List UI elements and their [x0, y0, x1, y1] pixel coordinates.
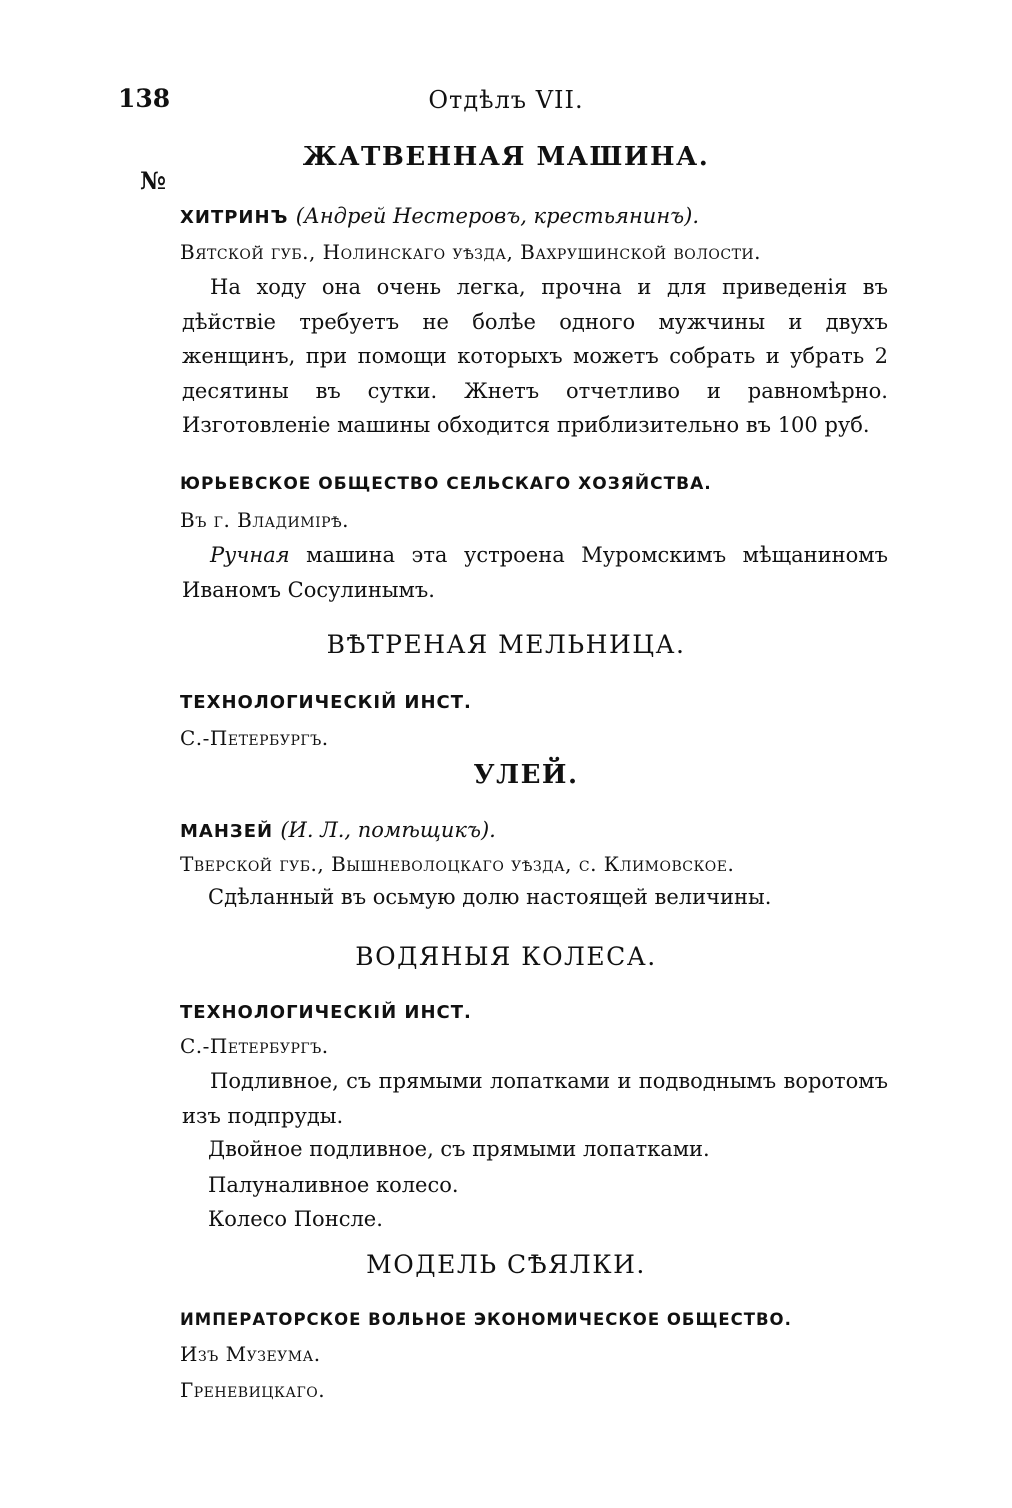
exhibitor-place: Вятской губ., Нолинскаго уѣзда, Вахрушинской волости.	[180, 240, 761, 264]
exhibitor-technological-institute: ТЕХНОЛОГИЧЕСКІЙ ИНСТ.	[180, 692, 472, 713]
description-paragraph	[182, 538, 888, 607]
exhibitor-place: Изъ Музеума.	[180, 1342, 321, 1366]
exhibitor-place: Тверской губ., Вышневолоцкаго уѣзда, с. Климовское.	[180, 852, 735, 876]
exhibitor-note: (И. Л., помѣщикъ).	[280, 818, 496, 842]
exhibitor-place: С.-Петербургъ.	[180, 1034, 329, 1058]
exhibitor-manzey	[180, 818, 496, 842]
section-title-water-wheels: ВОДЯНЫЯ КОЛЕСА.	[355, 942, 657, 971]
description-paragraph: На ходу она очень легка, прочна и для приведенія въ дѣйствіе требуетъ не болѣе одного мужчины и двухъ женщинъ, при помощи которыхъ можетъ собрать и убрать 2 десятины въ сутки. Жнетъ отчетливо и равномѣрно. Изготовленіе машины обходится приблизительно въ 100 руб.	[182, 275, 888, 437]
wheel-item: Двойное подливное, съ прямыми лопатками.	[208, 1137, 710, 1161]
section-title-beehive: УЛЕЙ.	[473, 760, 579, 790]
exhibitor-imperial-society: ИМПЕРАТОРСКОЕ ВОЛЬНОЕ ЭКОНОМИЧЕСКОЕ ОБЩЕСТВО.	[180, 1310, 792, 1329]
exhibitor-name: ХИТРИНЪ	[180, 207, 289, 228]
number-sign: №	[140, 166, 167, 195]
wheel-item: Подливное, съ прямыми лопатками и подводнымъ воротомъ изъ подпруды.	[182, 1069, 888, 1128]
italic-word: Ручная	[210, 543, 290, 567]
exhibitor-technological-institute: ТЕХНОЛОГИЧЕСКІЙ ИНСТ.	[180, 1002, 472, 1023]
wheel-item: Палуналивное колесо.	[208, 1173, 459, 1197]
running-title: Отдѣлъ VII.	[428, 86, 584, 114]
page-number: 138	[118, 84, 171, 113]
exhibitor-place: С.-Петербургъ.	[180, 726, 329, 750]
description-line: Сдѣланный въ осьмую долю настоящей величины.	[208, 885, 772, 909]
exhibitor-place: Греневицкаго.	[180, 1378, 326, 1402]
exhibitor-yuryev-society: ЮРЬЕВСКОЕ ОБЩЕСТВО СЕЛЬСКАГО ХОЗЯЙСТВА.	[180, 474, 712, 494]
wheel-item: Колесо Понсле.	[208, 1207, 383, 1231]
section-title-seeder-model: МОДЕЛЬ СѢЯЛКИ.	[366, 1250, 646, 1279]
exhibitor-khitrin	[180, 204, 699, 228]
exhibitor-place: Въ г. Владимірѣ.	[180, 508, 350, 532]
section-title-reaper: ЖАТВЕННАЯ МАШИНА.	[302, 142, 710, 172]
section-title-windmill: ВѢТРЕНАЯ МЕЛЬНИЦА.	[326, 630, 686, 659]
exhibitor-name: МАНЗЕЙ	[180, 821, 274, 842]
paragraph-text: машина эта устроена Муромскимъ мѣщаниномъ Иваномъ Сосулинымъ.	[182, 543, 888, 602]
exhibitor-note: (Андрей Нестеровъ, крестьянинъ).	[295, 204, 700, 228]
